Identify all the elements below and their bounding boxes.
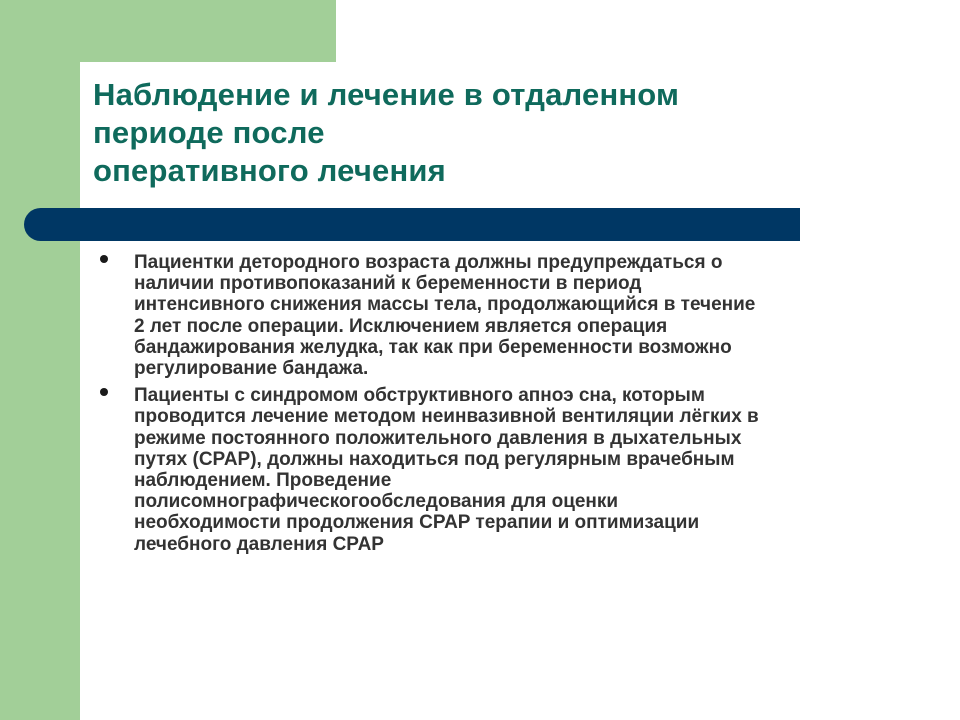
title-divider-bar	[24, 208, 800, 241]
text-line: Пациентки детородного возраста должны предупреждаться о	[134, 252, 723, 273]
text-line: регулирование бандажа.	[134, 358, 369, 380]
text-line: бандажирования желудка, так как при беременности возможно	[134, 336, 732, 358]
bullet-dot-icon	[100, 255, 108, 263]
text-line: проводится лечение методом неинвазивной вентиляции лёгких в	[134, 406, 759, 428]
slide-title	[93, 76, 853, 190]
bullet-text	[134, 385, 938, 555]
text-line: необходимости продолжения CPAP терапии и оптимизации	[134, 512, 700, 534]
text-line: полисомнографическогообследования для оценки	[134, 491, 619, 513]
title-line: периоде после	[93, 115, 325, 150]
bullet-list	[98, 252, 938, 561]
text-line: Пациенты с синдромом обструктивного апноэ сна, которым	[134, 385, 705, 407]
text-line: путях (CPAP), должны находиться под регулярным врачебным	[134, 448, 735, 470]
text-line: режиме постоянного положительного давления в дыхательных	[134, 427, 742, 449]
title-line: Наблюдение и лечение в отдаленном	[93, 77, 680, 112]
text-line: лечебного давления CPAP	[134, 533, 384, 555]
text-line: интенсивного снижения массы тела, продолжающийся в течение	[134, 294, 756, 316]
text-line: наличии противопоказаний к беременности в период	[134, 273, 642, 295]
text-line: 2 лет после операции. Исключением является операция	[134, 315, 668, 337]
list-item	[98, 252, 938, 379]
list-item	[98, 385, 938, 555]
bullet-text	[134, 252, 938, 379]
text-line: наблюдением. Проведение	[134, 470, 392, 492]
title-line: оперативного лечения	[93, 153, 446, 188]
bullet-dot-icon	[100, 388, 108, 396]
